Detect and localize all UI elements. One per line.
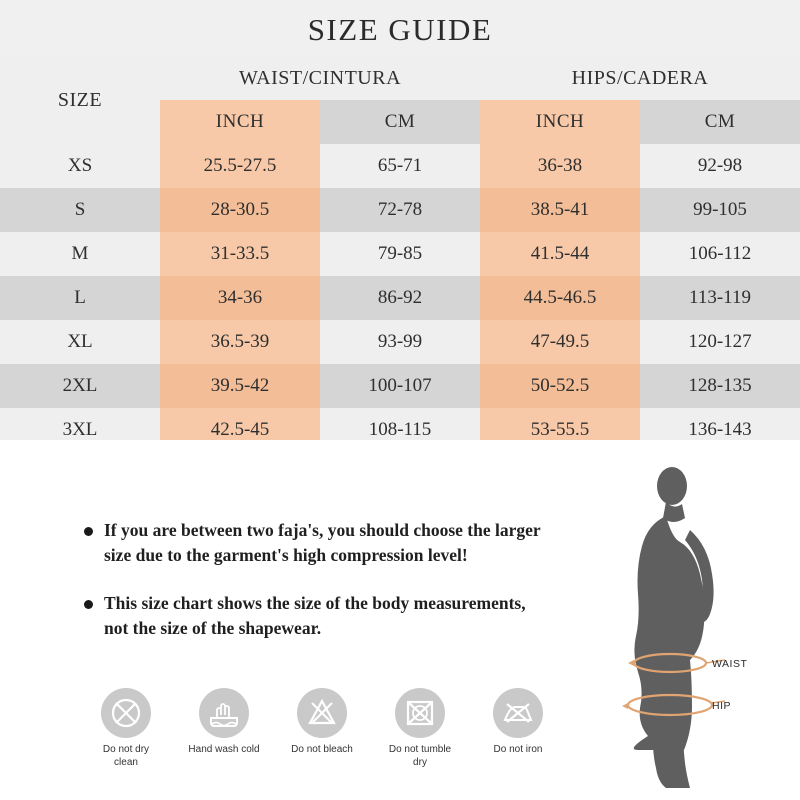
- table-row: [0, 188, 800, 232]
- row-waist-inch: 39.5-42: [160, 364, 320, 408]
- header-waist-group: WAIST/CINTURA: [160, 56, 480, 100]
- row-waist-cm: 100-107: [320, 364, 480, 408]
- row-size: XS: [0, 144, 160, 188]
- row-hip-cm: 128-135: [640, 364, 800, 408]
- lower-section: [0, 440, 800, 800]
- care-label: Do not bleach: [291, 744, 353, 755]
- care-item: [90, 688, 162, 769]
- care-item: [384, 688, 456, 769]
- row-hip-inch: 36-38: [480, 144, 640, 188]
- row-waist-inch: 25.5-27.5: [160, 144, 320, 188]
- bullet-icon: [84, 600, 93, 609]
- body-figure: [520, 460, 780, 790]
- care-item: [286, 688, 358, 769]
- row-hip-cm: 92-98: [640, 144, 800, 188]
- row-size: XL: [0, 320, 160, 364]
- header-size: SIZE: [0, 56, 160, 144]
- row-waist-inch: 34-36: [160, 276, 320, 320]
- row-hip-inch: 53-55.5: [480, 408, 640, 452]
- table-row: [0, 320, 800, 364]
- title-bar: [0, 0, 800, 56]
- no-bleach-icon: [297, 688, 347, 738]
- row-waist-cm: 86-92: [320, 276, 480, 320]
- care-label: Do not tumble dry: [388, 744, 452, 768]
- row-hip-inch: 38.5-41: [480, 188, 640, 232]
- page-title: SIZE GUIDE: [307, 12, 493, 47]
- table-row: [0, 276, 800, 320]
- table-header-group-row: [0, 56, 800, 100]
- care-label: Do not iron: [493, 744, 543, 755]
- care-label: Do not dry clean: [102, 744, 150, 768]
- no-dry-clean-icon: [101, 688, 151, 738]
- note-item: [84, 591, 554, 642]
- body-silhouette-icon: [520, 460, 780, 790]
- bullet-icon: [84, 527, 93, 536]
- row-waist-inch: 42.5-45: [160, 408, 320, 452]
- hand-wash-cold-icon: [199, 688, 249, 738]
- row-size: 3XL: [0, 408, 160, 452]
- header-waist-cm: CM: [320, 100, 480, 144]
- note-text: This size chart shows the size of the body measurements, not the size of the shapewear.: [104, 592, 526, 639]
- header-waist-inch: INCH: [160, 100, 320, 144]
- header-hips-group: HIPS/CADERA: [480, 56, 800, 100]
- note-text: If you are between two faja's, you should choose the larger size due to the garment's high compression level!: [104, 520, 541, 566]
- waist-measure-label: WAIST: [712, 658, 748, 670]
- row-waist-cm: 93-99: [320, 320, 480, 364]
- row-waist-inch: 31-33.5: [160, 232, 320, 276]
- row-size: L: [0, 276, 160, 320]
- row-hip-inch: 44.5-46.5: [480, 276, 640, 320]
- row-size: 2XL: [0, 364, 160, 408]
- row-hip-cm: 113-119: [640, 276, 800, 320]
- note-item: [84, 518, 554, 569]
- care-item: [188, 688, 260, 769]
- row-waist-inch: 36.5-39: [160, 320, 320, 364]
- row-hip-cm: 136-143: [640, 408, 800, 452]
- row-size: M: [0, 232, 160, 276]
- header-hips-cm: CM: [640, 100, 800, 144]
- row-hip-cm: 120-127: [640, 320, 800, 364]
- row-waist-cm: 65-71: [320, 144, 480, 188]
- no-tumble-dry-icon: [395, 688, 445, 738]
- size-table: [0, 56, 800, 452]
- table-row: [0, 232, 800, 276]
- row-hip-cm: 99-105: [640, 188, 800, 232]
- row-waist-cm: 108-115: [320, 408, 480, 452]
- care-label: Hand wash cold: [188, 744, 260, 755]
- row-waist-inch: 28-30.5: [160, 188, 320, 232]
- notes-list: [84, 518, 554, 664]
- hip-measure-label: HIP: [712, 700, 732, 712]
- row-hip-inch: 47-49.5: [480, 320, 640, 364]
- row-hip-inch: 41.5-44: [480, 232, 640, 276]
- row-waist-cm: 79-85: [320, 232, 480, 276]
- row-hip-cm: 106-112: [640, 232, 800, 276]
- header-hips-inch: INCH: [480, 100, 640, 144]
- table-row: [0, 364, 800, 408]
- care-instructions-row: [90, 688, 554, 769]
- row-size: S: [0, 188, 160, 232]
- row-hip-inch: 50-52.5: [480, 364, 640, 408]
- table-row: [0, 144, 800, 188]
- row-waist-cm: 72-78: [320, 188, 480, 232]
